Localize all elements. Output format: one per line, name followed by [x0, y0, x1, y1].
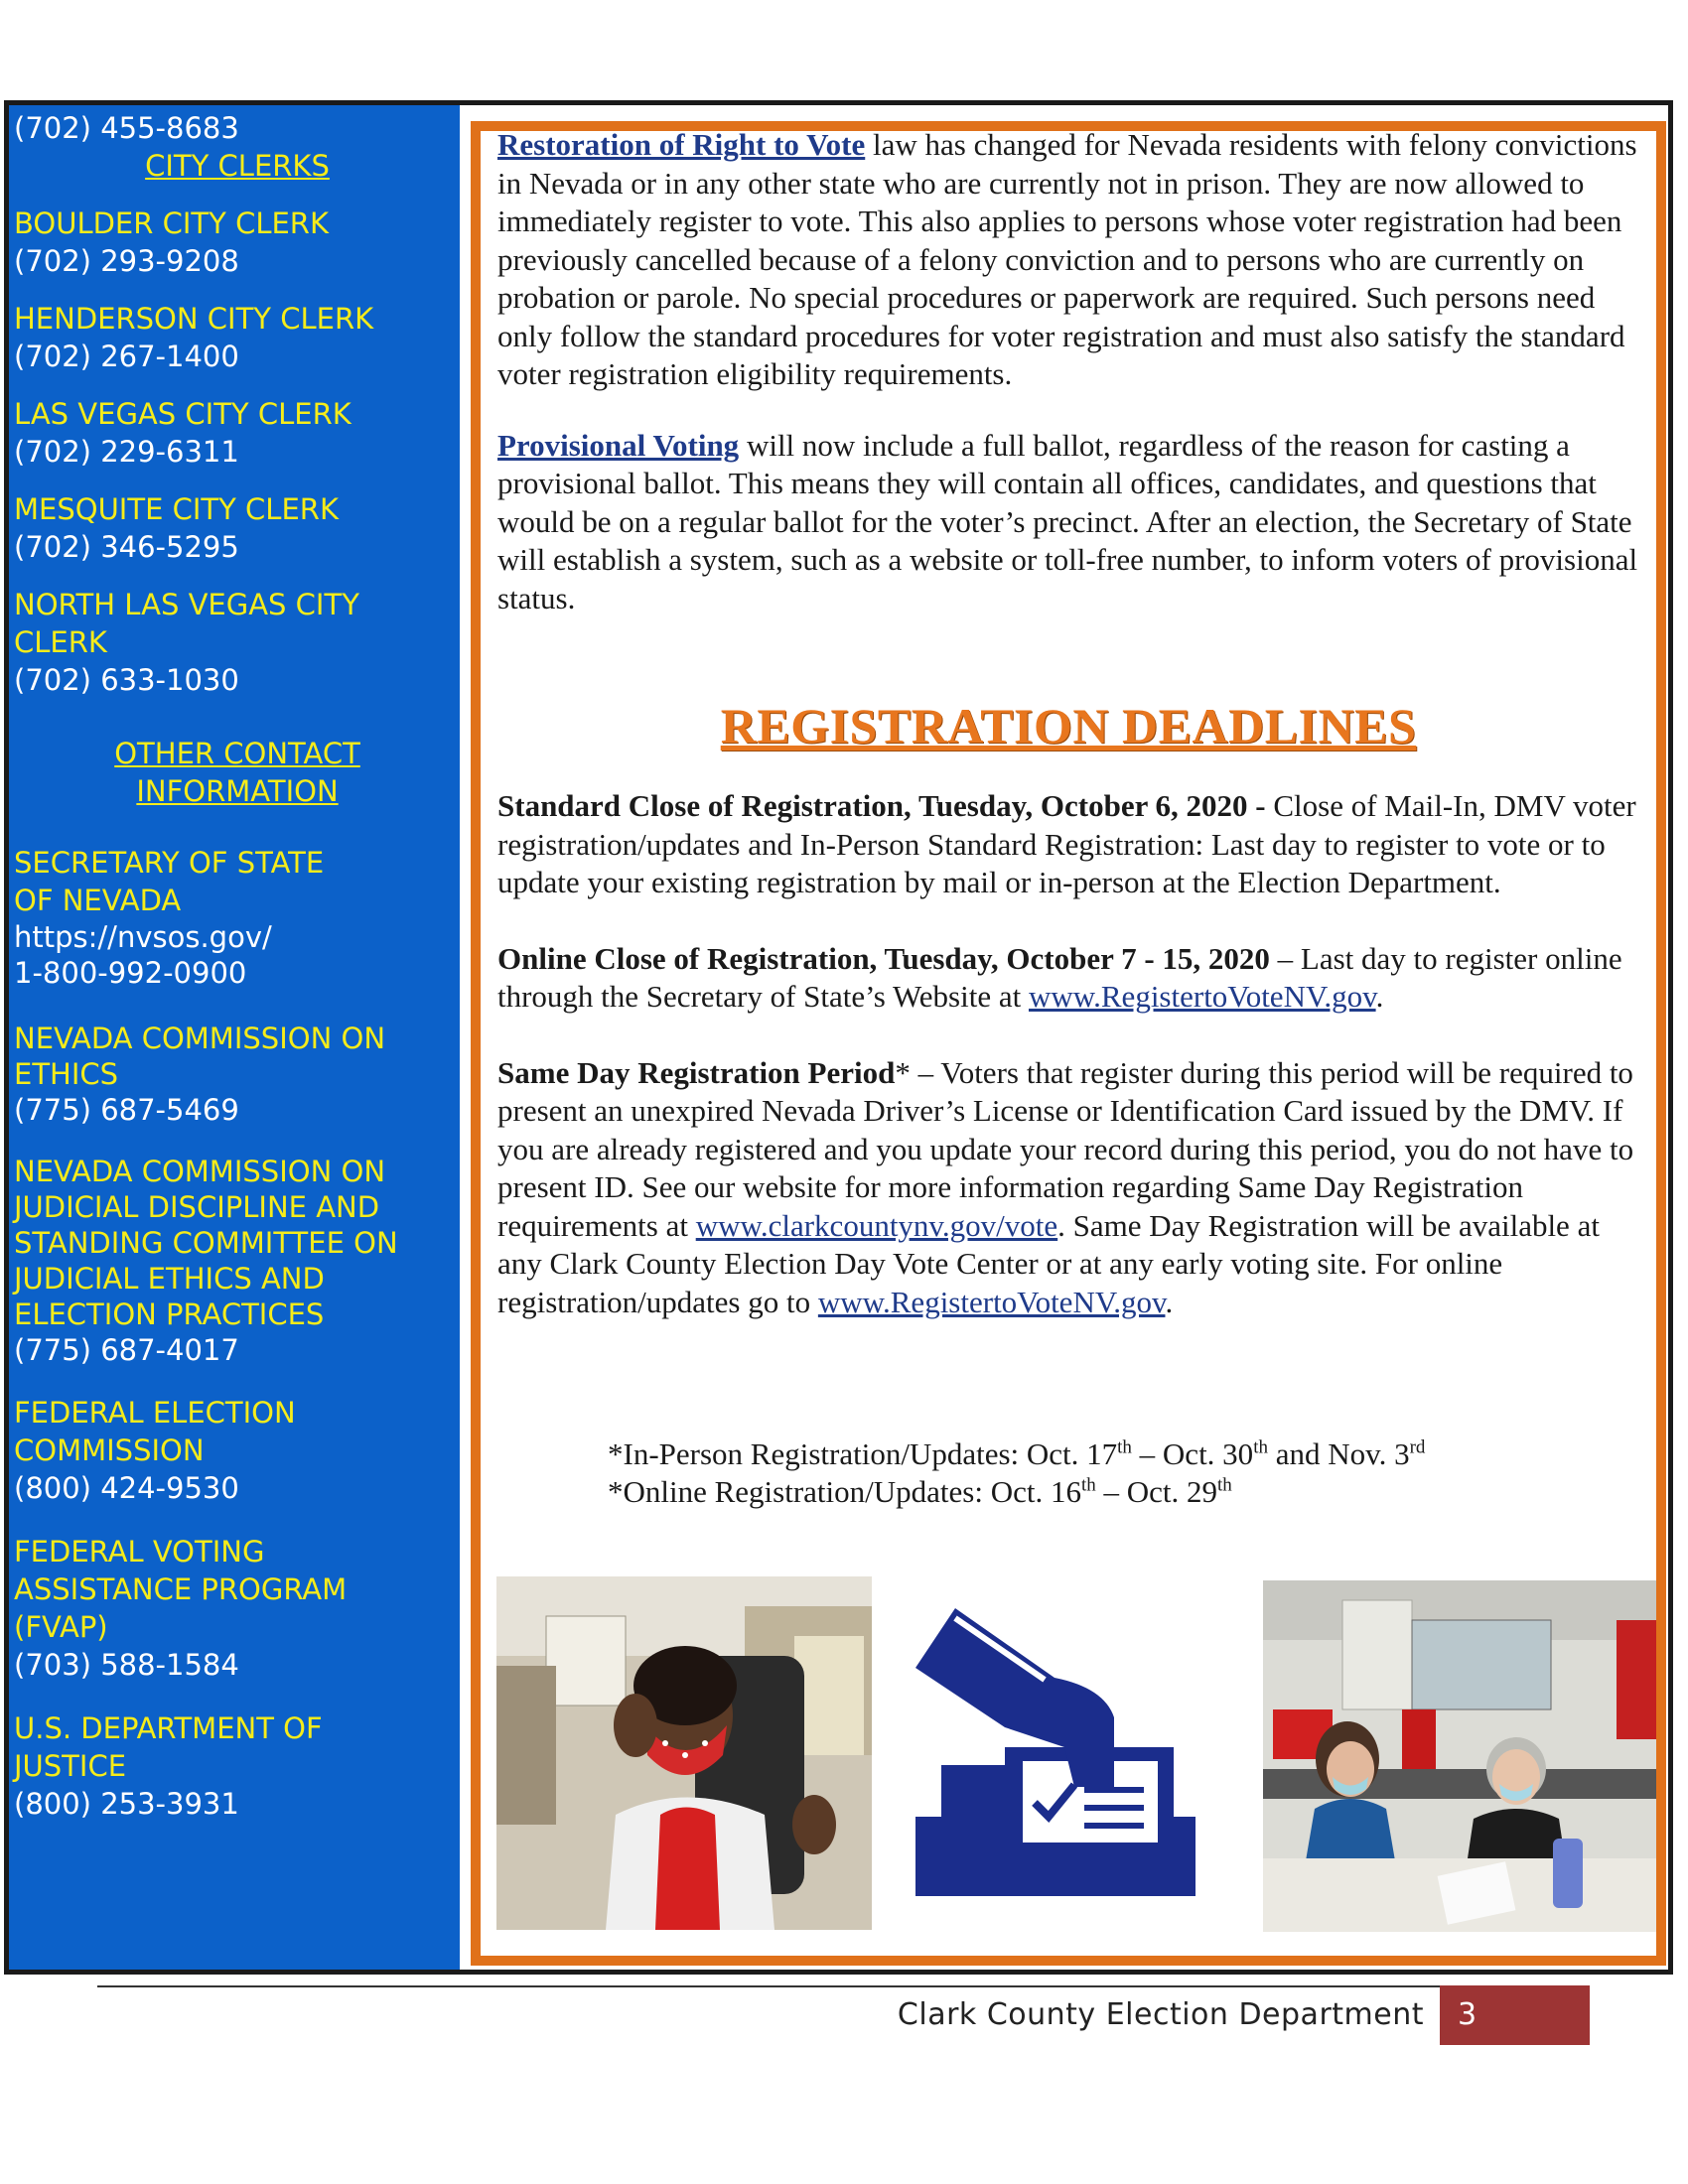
contact-entry [14, 1394, 460, 1507]
standard-close-lead: Standard Close of Registration, Tuesday, October 6, 2020 - [497, 788, 1266, 823]
restoration-text: law has changed for Nevada residents with felony convictions in Nevada or in any other state who are currently not in prison. They are now allowed to immediately register to vote. This also applies to persons whose voter registration had been previously cancelled because of a felony conviction and to persons who are currently on probation or parole. No special procedures or paperwork are required. Such persons need only follow the standard procedures for voter registration and must also satisfy the standard voter registration eligibility requirements. [497, 127, 1637, 391]
note-text: – Oct. 29 [1095, 1474, 1218, 1509]
provisional-text: will now include a full ballot, regardless of the reason for casting a provisional ballot. This means they will contain all offices, candidates, and questions that would be on a regular ballot for the voter’s precinct. After an election, the Secretary of State will establish a system, such as a website or toll-free number, to inform voters of provisional status. [497, 427, 1638, 615]
deadlines-content [497, 787, 1649, 1321]
contact-entry [14, 300, 460, 375]
page-number: 3 [1440, 1985, 1590, 2045]
same-day-text-2: . Same Day Registration will be available at any Clark County Election Day Vote Center or at any early voting site. For online registration/updates go to [497, 1207, 1600, 1319]
online-note [608, 1473, 1425, 1511]
punctuation: . [1165, 1284, 1174, 1319]
note-text: *Online Registration/Updates: Oct. 16 [608, 1474, 1081, 1509]
same-day-text: * – Voters that register during this period will be required to present an unexpired Nevada Driver’s License or Identification Card issued by the DMV. If you are already registered and you update your record during this period, you do not have to present ID. See our website for more information regarding Same Day Registration requirements at [497, 1054, 1634, 1243]
contact-entry [14, 844, 460, 991]
other-contact-heading-2: INFORMATION [136, 774, 339, 808]
registration-deadlines-heading: REGISTRATION DEADLINES [720, 698, 1417, 753]
contact-name: COMMISSION [14, 1433, 205, 1467]
contact-name: BOULDER CITY CLERK [14, 206, 329, 240]
note-text: – Oct. 30 [1131, 1436, 1254, 1471]
same-day-paragraph [497, 1054, 1649, 1322]
contact-name: JUSTICE [14, 1749, 127, 1783]
contact-name: JUDICIAL DISCIPLINE AND [14, 1190, 380, 1224]
contact-name: MESQUITE CITY CLERK [14, 492, 339, 526]
contact-phone: (702) 267-1400 [14, 340, 239, 373]
main-content [497, 126, 1649, 617]
standard-close-paragraph [497, 787, 1649, 902]
online-close-text: – Last day to register online through the Secretary of State’s Website at [497, 940, 1622, 1014]
contact-phone: 1-800-992-0900 [14, 956, 247, 990]
standard-close-text: Close of Mail-In, DMV voter registration/updates and In-Person Standard Registration: Last day to register to vote or to update your existing registration by mail or in-person at the Election Department. [497, 788, 1636, 899]
contact-name: CLERK [14, 625, 107, 659]
in-person-note [608, 1435, 1425, 1473]
contact-name: ELECTION PRACTICES [14, 1297, 325, 1331]
contact-name: NEVADA COMMISSION ON [14, 1155, 386, 1188]
note-sup: th [1253, 1436, 1268, 1458]
note-sup: th [1117, 1436, 1132, 1458]
contact-phone: (702) 293-9208 [14, 244, 239, 278]
contact-name: STANDING COMMITTEE ON [14, 1226, 398, 1260]
register-to-vote-link-2[interactable]: www.RegistertoVoteNV.gov [817, 1284, 1166, 1319]
sos-url[interactable]: https://nvsos.gov/ [14, 920, 272, 954]
ballot-box-icon [915, 1608, 1196, 1896]
provisional-link[interactable]: Provisional Voting [497, 427, 740, 463]
online-close-lead: Online Close of Registration, Tuesday, October 7 - 15, 2020 [497, 940, 1270, 976]
restoration-paragraph [497, 126, 1649, 394]
punctuation: . [1375, 979, 1384, 1014]
note-text: *In-Person Registration/Updates: Oct. 17 [608, 1436, 1118, 1471]
contact-phone: (775) 687-5469 [14, 1093, 239, 1127]
contact-name: ASSISTANCE PROGRAM [14, 1572, 348, 1606]
note-sup: rd [1409, 1436, 1426, 1458]
provisional-paragraph [497, 427, 1649, 618]
footer-department: Clark County Election Department [897, 1997, 1424, 2032]
contact-name: FEDERAL VOTING [14, 1535, 265, 1569]
contact-name: HENDERSON CITY CLERK [14, 302, 374, 336]
photo-election-worker-waving [496, 1576, 872, 1930]
contact-name: NEVADA COMMISSION ON [14, 1022, 386, 1055]
contact-sidebar [9, 105, 460, 1970]
contact-name: FEDERAL ELECTION [14, 1396, 296, 1430]
note-sup: th [1217, 1474, 1232, 1496]
clark-county-vote-link[interactable]: www.clarkcountynv.gov/vote [695, 1207, 1058, 1243]
register-to-vote-link[interactable]: www.RegistertoVoteNV.gov [1028, 979, 1376, 1014]
contact-phone: (800) 253-3931 [14, 1787, 239, 1821]
contact-phone: (775) 687-4017 [14, 1333, 239, 1367]
contact-name: SECRETARY OF STATE [14, 846, 325, 880]
same-day-lead: Same Day Registration Period [497, 1054, 896, 1090]
registration-notes [608, 1435, 1425, 1511]
note-text: and Nov. 3 [1267, 1436, 1410, 1471]
restoration-link[interactable]: Restoration of Right to Vote [497, 127, 866, 162]
contact-entry [14, 490, 460, 566]
photo-election-workers-office [1263, 1580, 1656, 1932]
contact-phone: (703) 588-1584 [14, 1648, 239, 1682]
contact-name: (FVAP) [14, 1610, 108, 1644]
sidebar-top-phone: (702) 455-8683 [14, 111, 239, 145]
contact-phone: (702) 346-5295 [14, 530, 239, 564]
contact-entry [14, 1154, 460, 1368]
contact-entry [14, 1533, 460, 1684]
contact-phone: (800) 424-9530 [14, 1471, 239, 1505]
contact-entry [14, 1021, 460, 1128]
contact-entry [14, 586, 460, 699]
note-sup: th [1080, 1474, 1096, 1496]
contact-phone: (702) 229-6311 [14, 435, 239, 469]
contact-name: U.S. DEPARTMENT OF [14, 1711, 323, 1745]
contact-name: OF NEVADA [14, 884, 182, 917]
city-clerks-heading: CITY CLERKS [145, 149, 330, 183]
contact-name: LAS VEGAS CITY CLERK [14, 397, 352, 431]
footer-divider [97, 1985, 1590, 1987]
online-close-paragraph [497, 940, 1649, 1017]
contact-entry [14, 1709, 460, 1823]
other-contact-heading: OTHER CONTACT [114, 737, 360, 770]
contact-name: ETHICS [14, 1057, 119, 1091]
contact-name: JUDICIAL ETHICS AND [14, 1262, 325, 1296]
contact-phone: (702) 633-1030 [14, 663, 239, 697]
contact-name: NORTH LAS VEGAS CITY [14, 588, 359, 621]
contact-entry [14, 395, 460, 471]
contact-entry [14, 205, 460, 280]
